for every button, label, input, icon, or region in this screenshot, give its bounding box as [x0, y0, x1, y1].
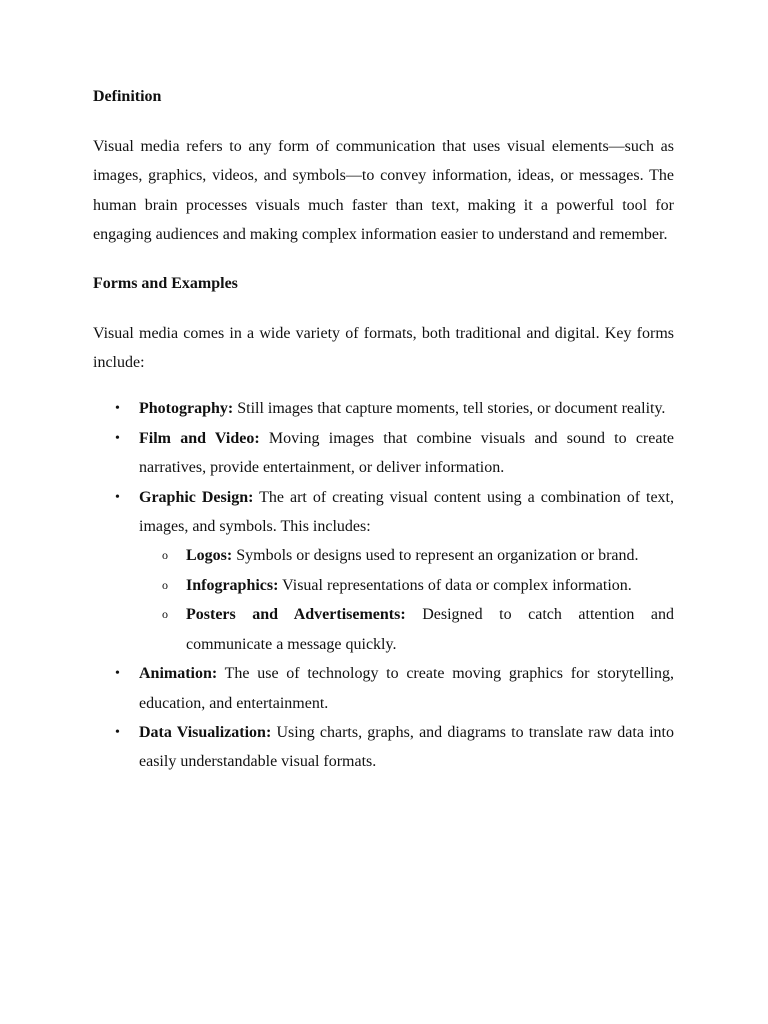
graphic-design-sublist — [139, 541, 674, 659]
bullet-icon: • — [115, 489, 120, 505]
list-item-desc: The use of technology to create moving graphics for storytelling, education, and entertainment. — [139, 665, 674, 712]
bullet-icon: • — [115, 666, 120, 682]
definition-heading: Definition — [93, 88, 162, 105]
sublist-item-desc: Designed to catch attention and communicate a message quickly. — [186, 606, 674, 653]
bullet-icon: • — [115, 724, 120, 740]
sublist-item-logos — [139, 541, 674, 570]
list-item-term: Film and Video: — [139, 429, 260, 447]
sublist-item-desc: Symbols or designs used to represent an organization or brand. — [232, 547, 639, 565]
list-item-animation — [93, 659, 674, 718]
list-item-photography — [93, 394, 674, 423]
list-item-desc: Using charts, graphs, and diagrams to translate raw data into easily understandable visual formats. — [139, 723, 675, 771]
list-item-desc: The art of creating visual content using a combination of text, images, and symbols. This includes: — [139, 488, 674, 536]
list-item-desc: Still images that capture moments, tell stories, or document reality. — [233, 400, 666, 418]
list-item-data-visualization — [93, 718, 674, 777]
list-item-term: Photography: — [139, 400, 234, 418]
list-item-graphic-design — [93, 483, 674, 659]
list-item-desc: Moving images that combine visuals and sound to create narratives, provide entertainment, or deliver information. — [139, 429, 674, 477]
sublist-item-desc: Visual representations of data or complex information. — [278, 576, 632, 594]
circle-bullet-icon: o — [162, 548, 168, 563]
forms-intro-paragraph: Visual media comes in a wide variety of formats, both traditional and digital. Key forms include: — [93, 324, 674, 372]
list-item-term: Data Visualization: — [139, 723, 272, 741]
sublist-item-term: Logos: — [186, 547, 233, 565]
sublist-item-posters — [139, 600, 674, 659]
bullet-icon: • — [115, 430, 120, 446]
bullet-icon: • — [115, 401, 120, 417]
sublist-item-term: Infographics: — [186, 576, 279, 594]
list-item-term: Graphic Design: — [139, 488, 254, 506]
list-item-film-and-video — [93, 424, 674, 483]
forms-list — [93, 394, 674, 776]
forms-heading: Forms and Examples — [93, 274, 238, 292]
sublist-item-infographics — [139, 571, 674, 600]
circle-bullet-icon: o — [162, 607, 168, 622]
circle-bullet-icon: o — [162, 577, 168, 592]
definition-paragraph: Visual media refers to any form of communication that uses visual elements—such as images, graphics, videos, and symbols—to convey information, ideas, or messages. The human brain processes visuals much faster than text, making it a powerful tool for engaging audiences and making complex information easier to understand and remember. — [93, 138, 674, 244]
list-item-term: Animation: — [139, 665, 218, 683]
sublist-item-term: Posters and Advertisements: — [186, 606, 406, 624]
